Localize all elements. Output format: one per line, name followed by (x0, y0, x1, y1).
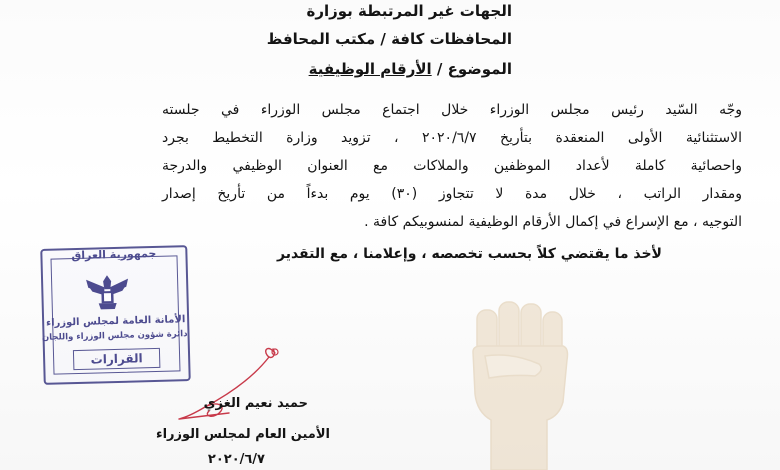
signatory-title: الأمين العام لمجلس الوزراء (155, 427, 330, 442)
subject-label: الموضوع / (436, 60, 512, 78)
stamp-top-text: جمهورية العراق (71, 246, 157, 263)
subject-value: الأرقام الوظيفية (308, 60, 432, 78)
eagle-emblem-icon (84, 271, 131, 312)
raised-fist-icon (455, 290, 585, 470)
body-line: التوجيه ، مع الإسراع في إكمال الأرقام الوظيفية لمنسوبيكم كافة . (364, 214, 742, 230)
body-line: ومقدار الراتب ، خلال مدة لا تتجاوز (٣٠) يوم بدءاً من تأريخ إصدار (162, 186, 742, 202)
cc-line: المحافظات كافة / مكتب المحافظ (266, 30, 512, 48)
stamp-department-text: دائرة شؤون مجلس الوزراء واللجان (41, 329, 188, 343)
stamp-secretariat-text: الأمانة العامة لمجلس الوزراء (45, 314, 186, 329)
body-line: الاستثنائية الأولى المنعقدة بتأريخ ٢٠٢٠/٦/٧ ، تزويد وزارة التخطيط بجرد (162, 130, 742, 146)
signatory-name: حميد نعيم الغزي (203, 396, 308, 411)
handwritten-signature (165, 335, 315, 425)
stamp-decisions-label: القرارات (73, 348, 160, 370)
body-line: واحصائية كاملة لأعداد الموظفين والملاكات مع العنوان الوظيفي والدرجة (162, 158, 742, 174)
body-line: وجّه السّيد رئيس مجلس الوزراء خلال اجتماع مجلس الوزراء في جلسته (162, 102, 742, 118)
signature-date: ٢٠٢٠/٦/٧ (207, 452, 265, 467)
subject-line (309, 60, 512, 78)
recipient-line: الجهات غير المرتبطة بوزارة (306, 2, 512, 20)
closing-line: لأخذ ما يقتضي كلاً بحسب تخصصه ، وإعلامنا ، مع التقدير (277, 246, 662, 262)
